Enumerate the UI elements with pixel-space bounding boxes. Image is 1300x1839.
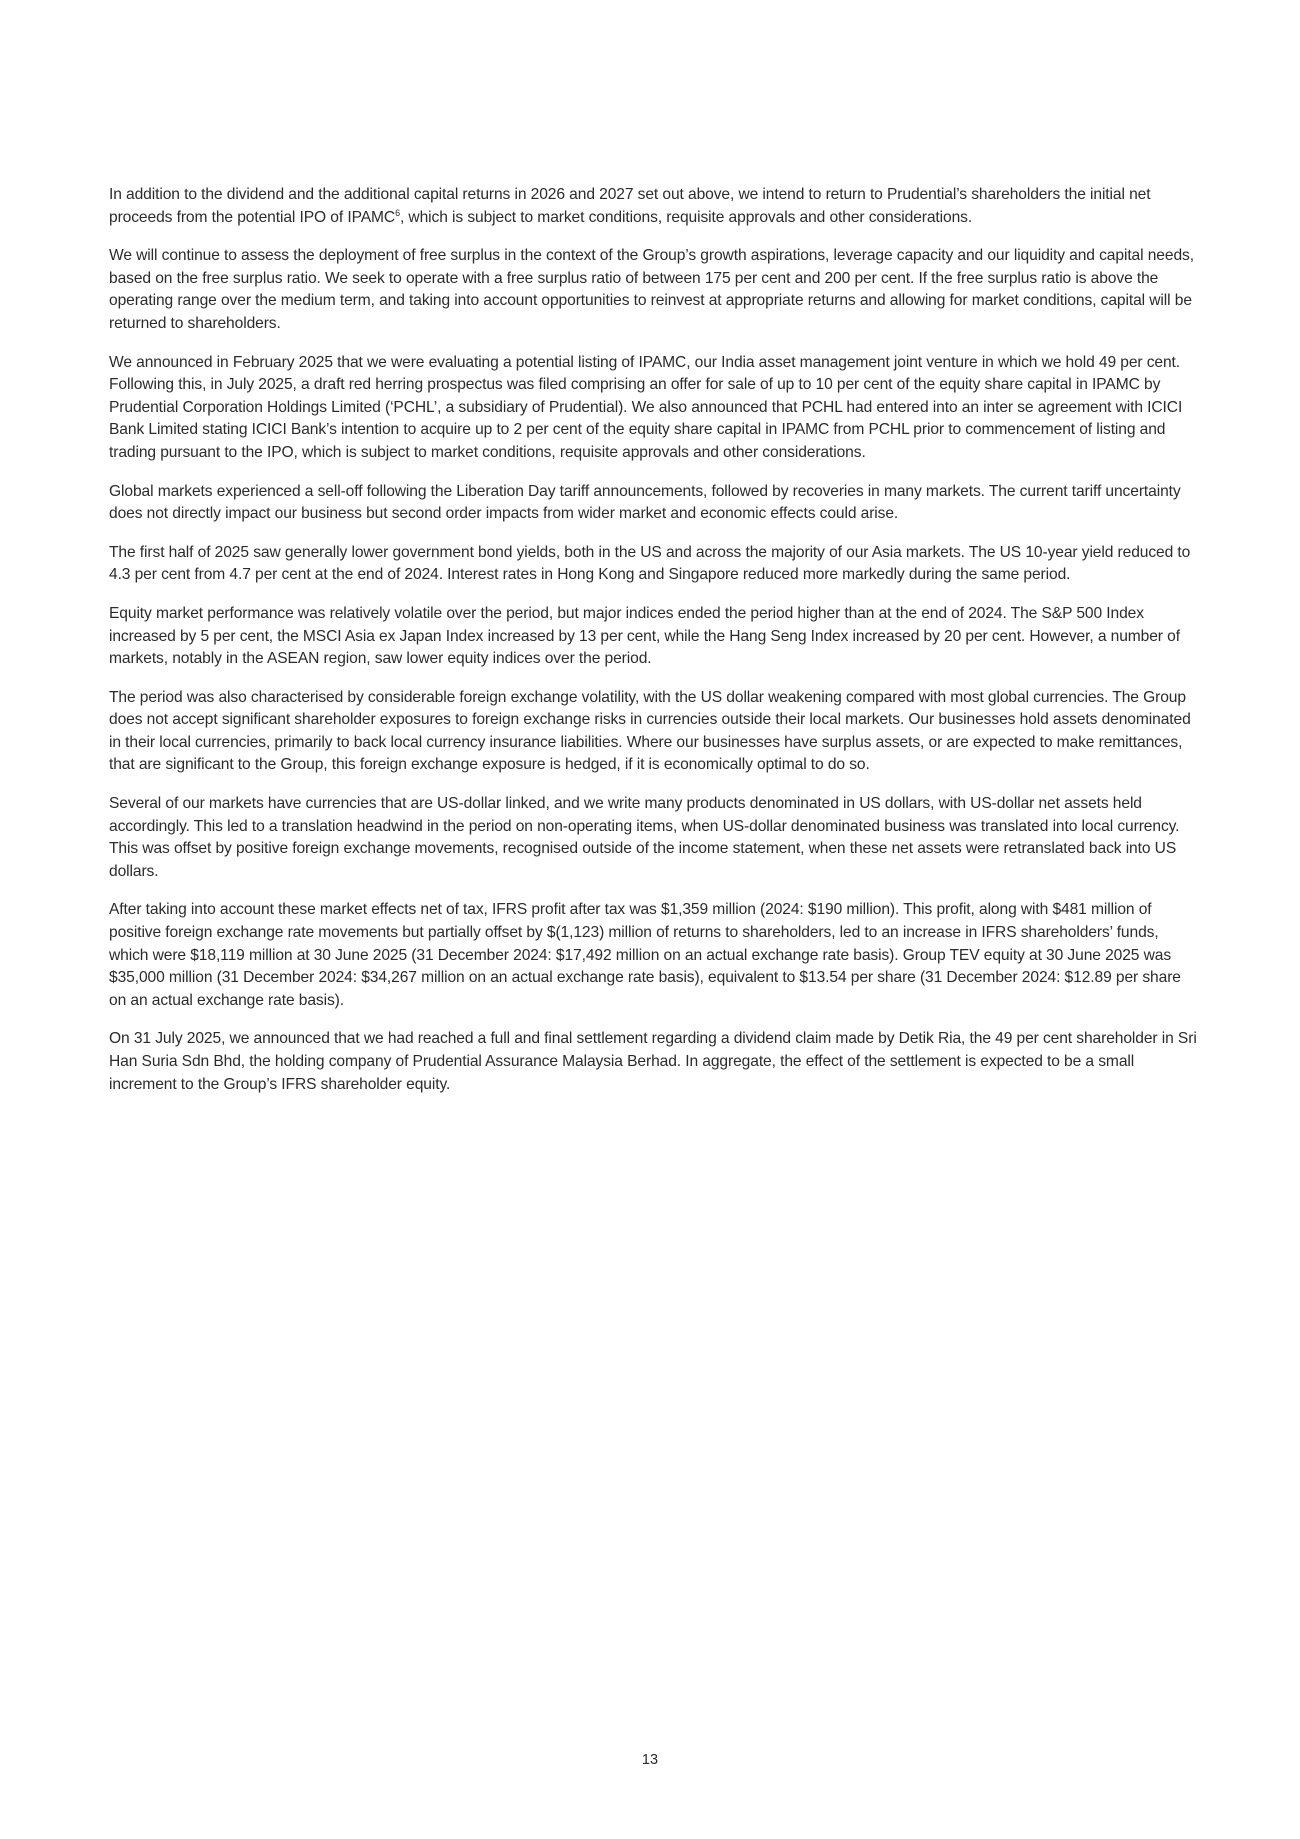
paragraph-text: , which is subject to market conditions, requisite approvals and other considerations.	[399, 208, 973, 226]
paragraph-bond-yields: The first half of 2025 saw generally lower government bond yields, both in the US and across the majority of our Asia markets. The US 10-year yield reduced to 4.3 per cent from 4.7 per cent at the end of 2024. Interest rates in Hong Kong and Singapore reduced more markedly during the same period.	[109, 543, 1191, 584]
body-text	[109, 184, 1201, 1112]
paragraph-us-dollar-linked: Several of our markets have currencies that are US-dollar linked, and we write many products denominated in US dollars, with US-dollar net assets held accordingly. This led to a translation headwind in the period on non-operating items, when US-dollar denominated business was translated into local currency. This was offset by positive foreign exchange movements, recognised outside of the income statement, when these net assets were retranslated back into US dollars.	[109, 795, 1180, 880]
footnote-reference[interactable]: 6	[395, 207, 400, 218]
paragraph-equity-markets: Equity market performance was relatively volatile over the period, but major indices ended the period higher than at the end of 2024. The S&P 500 Index increased by 5 per cent, the MSCI Asia ex Japan Index increased by 13 per cent, while the Hang Seng Index increased by 20 per cent. However, a number of markets, notably in the ASEAN region, saw lower equity indices over the period.	[109, 604, 1180, 668]
paragraph-global-markets: Global markets experienced a sell-off following the Liberation Day tariff announcements, followed by recoveries in many markets. The current tariff uncertainty does not directly impact our business but second order impacts from wider market and economic effects could arise.	[109, 482, 1181, 523]
paragraph-text: In addition to the dividend and the additional capital returns in 2026 and 2027 set out above, we intend to return to Prudential’s shareholders the initial net proceeds from the potential IPO of IPAMC	[109, 186, 1151, 226]
paragraph-foreign-exchange: The period was also characterised by considerable foreign exchange volatility, with the US dollar weakening compared with most global currencies. The Group does not accept significant shareholder exposures to foreign exchange risks in currencies outside their local markets. Our businesses hold assets denominated in their local currencies, primarily to back local currency insurance liabilities. Where our businesses have surplus assets, or are expected to make remittances, that are significant to the Group, this foreign exchange exposure is hedged, if it is economically optimal to do so.	[109, 688, 1191, 774]
paragraph-free-surplus: We will continue to assess the deployment of free surplus in the context of the Group’s growth aspirations, leverage capacity and our liquidity and capital needs, based on the free surplus ratio. We seek to operate with a free surplus ratio of between 175 per cent and 200 per cent. If the free surplus ratio is above the operating range over the medium term, and taking into account opportunities to reinvest at appropriate returns and allowing for market conditions, capital will be returned to shareholders.	[109, 247, 1194, 332]
paragraph-ipamc-listing: We announced in February 2025 that we were evaluating a potential listing of IPAMC, our India asset management joint venture in which we hold 49 per cent. Following this, in July 2025, a draft red herring prospectus was filed comprising an offer for sale of up to 10 per cent of the equity share capital in IPAMC by Prudential Corporation Holdings Limited (‘PCHL’, a subsidiary of Prudential). We also announced that PCHL had entered into an inter se agreement with ICICI Bank Limited stating ICICI Bank’s intention to acquire up to 2 per cent of the equity share capital in IPAMC from PCHL prior to commencement of listing and trading pursuant to the IPO, which is subject to market conditions, requisite approvals and other considerations.	[109, 353, 1183, 461]
paragraph-capital-returns-ipo	[109, 184, 1201, 229]
paragraph-settlement: On 31 July 2025, we announced that we had reached a full and final settlement regarding a dividend claim made by Detik Ria, the 49 per cent shareholder in Sri Han Suria Sdn Bhd, the holding company of Prudential Assurance Malaysia Berhad. In aggregate, the effect of the settlement is expected to be a small increment to the Group’s IFRS shareholder equity.	[109, 1030, 1197, 1093]
paragraph-ifrs-profit: After taking into account these market effects net of tax, IFRS profit after tax was $1,359 million (2024: $190 million). This profit, along with $481 million of positive foreign exchange rate movements but partially offset by $(1,123) million of returns to shareholders, led to an increase in IFRS shareholders’ funds, which were $18,119 million at 30 June 2025 (31 December 2024: $17,492 million on an actual exchange rate basis). Group TEV equity at 30 June 2025 was $35,000 million (31 December 2024: $34,267 million on an actual exchange rate basis), equivalent to $13.54 per share (31 December 2024: $12.89 per share on an actual exchange rate basis).	[109, 901, 1181, 1009]
page-number: 13	[641, 1752, 659, 1768]
